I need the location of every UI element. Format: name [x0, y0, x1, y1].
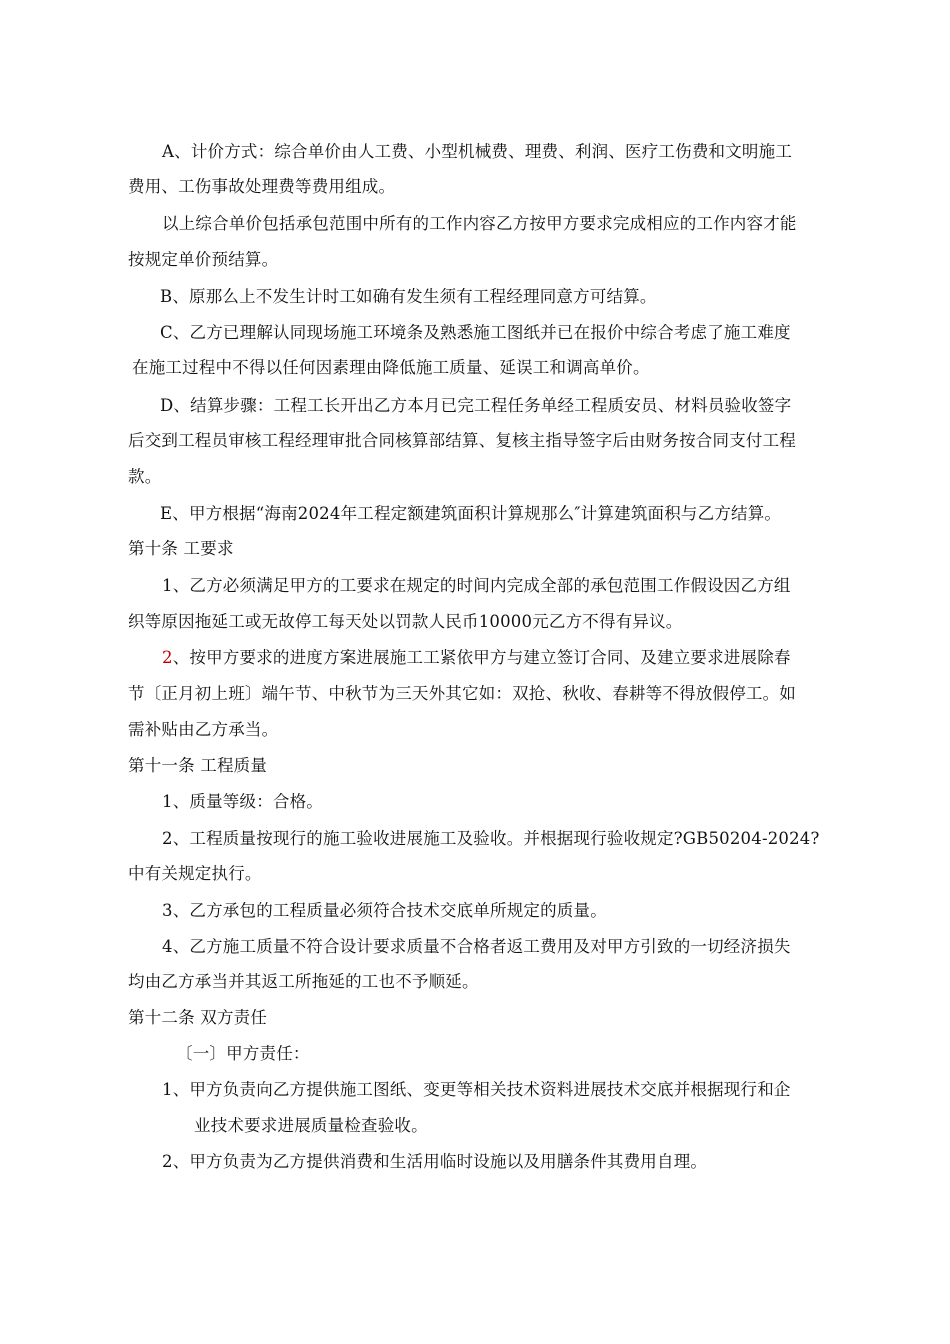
clause-c-line-2: 在施工过程中不得以任何因素理由降低施工质量、延误工和调高单价。 [132, 358, 650, 377]
article-10-item-2-line-3: 需补贴由乙方承当。 [128, 720, 279, 739]
article-11-item-2-line-1: 2、工程质量按现行的施工验收进展施工及验收。并根据现行验收规定?GB50204-2024? [162, 829, 820, 848]
clause-a-line-2: 费用、工伤事故处理费等费用组成。 [128, 177, 396, 196]
article-10-item-2-text: 、按甲方要求的进度方案进展施工工紧依甲方与建立签订合同、及建立要求进展除春 [172, 648, 791, 667]
article-11-item-1: 1、质量等级：合格。 [162, 792, 323, 811]
article-12-item-2: 2、甲方负责为乙方提供消费和生活用临时设施以及用膳条件其费用自理。 [162, 1152, 708, 1171]
article-11-item-4-line-1: 4、乙方施工质量不符合设计要求质量不合格者返工费用及对甲方引致的一切经济损失 [162, 937, 791, 956]
article-10-item-2-number: 2 [162, 648, 173, 667]
clause-d-line-2: 后交到工程员审核工程经理审批合同核算部结算、复核主指导签字后由财务按合同支付工程 [128, 431, 796, 450]
article-10-item-1-line-2: 织等原因拖延工或无故停工每天处以罚款人民币10000元乙方不得有异议。 [128, 612, 683, 631]
unit-price-note-line-1: 以上综合单价包括承包范围中所有的工作内容乙方按甲方要求完成相应的工作内容才能 [162, 214, 797, 233]
article-12-subsection-1: 〔一〕甲方责任： [176, 1044, 310, 1063]
clause-c-line-1: C、乙方已理解认同现场施工环境条及熟悉施工图纸并已在报价中综合考虑了施工难度 [160, 323, 791, 342]
article-12-item-1-line-2: 业技术要求进展质量检查验收。 [194, 1116, 428, 1135]
article-10-item-2-line-1 [162, 648, 791, 668]
clause-b-line-1: B、原那么上不发生计时工如确有发生须有工程经理同意方可结算。 [160, 287, 657, 306]
clause-d-line-3: 款。 [128, 467, 162, 486]
article-11-title: 第十一条 工程质量 [128, 756, 268, 775]
article-11-item-4-line-2: 均由乙方承当并其返工所拖延的工也不予顺延。 [128, 972, 479, 991]
unit-price-note-line-2: 按规定单价预结算。 [128, 250, 279, 269]
article-11-item-2-line-2: 中有关规定执行。 [128, 864, 262, 883]
article-10-item-2-line-2: 节〔正月初上班〕端午节、中秋节为三天外其它如：双抢、秋收、春耕等不得放假停工。如 [128, 684, 796, 703]
article-12-title: 第十二条 双方责任 [128, 1008, 268, 1027]
article-10-item-1-line-1: 1、乙方必须满足甲方的工要求在规定的时间内完成全部的承包范围工作假设因乙方组 [162, 576, 791, 595]
article-10-title: 第十条 工要求 [128, 539, 234, 558]
clause-a-line-1: A、计价方式：综合单价由人工费、小型机械费、理费、利润、医疗工伤费和文明施工 [162, 142, 793, 161]
article-12-item-1-line-1: 1、甲方负责向乙方提供施工图纸、变更等相关技术资料进展技术交底并根据现行和企 [162, 1080, 791, 1099]
clause-d-line-1: D、结算步骤：工程工长开出乙方本月已完工程任务单经工程质安员、材料员验收签字 [160, 396, 792, 415]
article-11-item-3: 3、乙方承包的工程质量必须符合技术交底单所规定的质量。 [162, 901, 607, 920]
clause-e-line-1: E、甲方根据“海南2024年工程定额建筑面积计算规那么″计算建筑面积与乙方结算。 [160, 504, 782, 523]
